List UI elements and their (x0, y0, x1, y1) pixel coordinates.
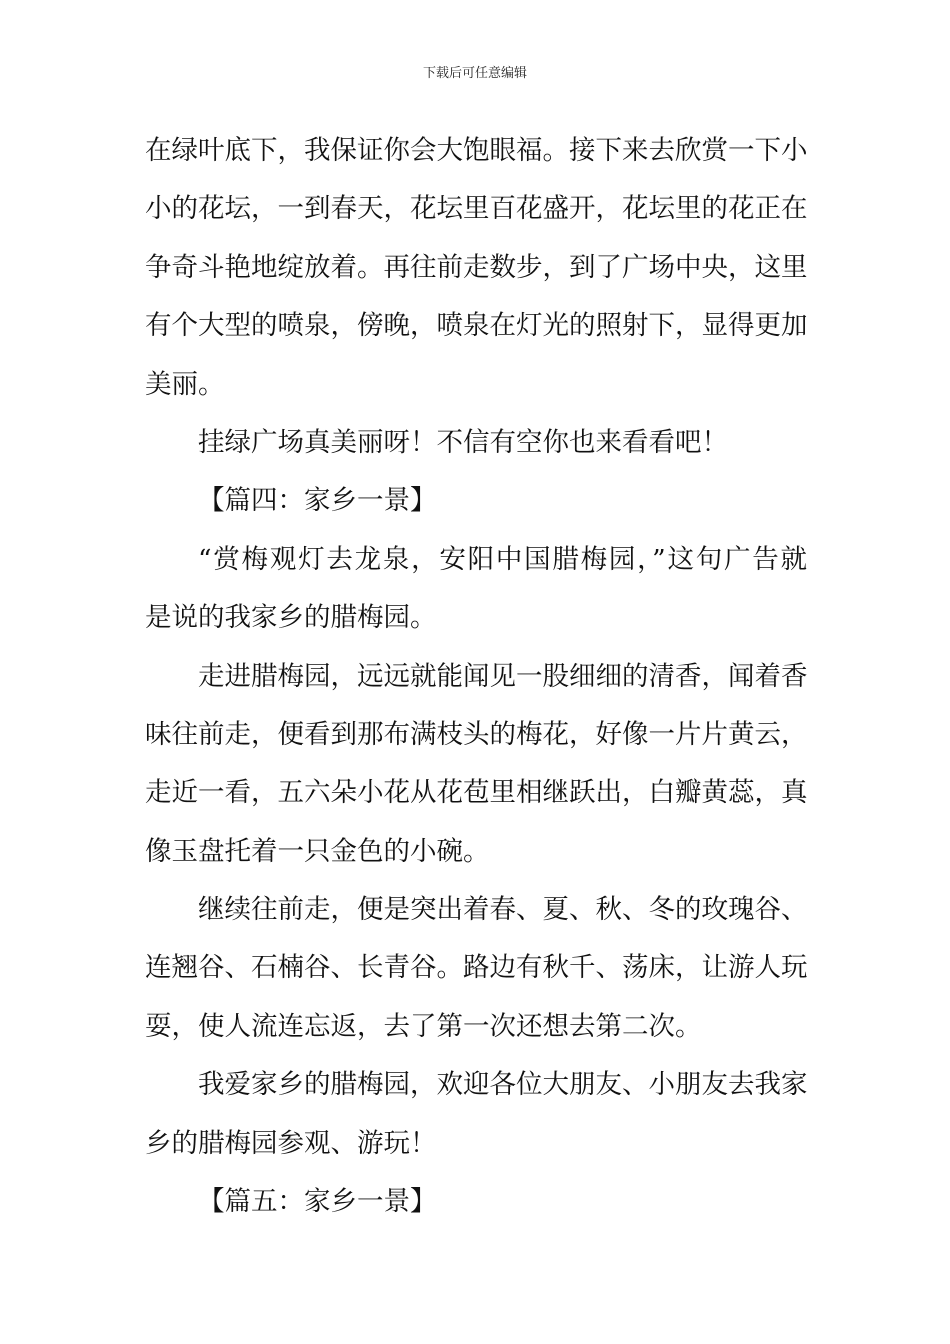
paragraph-line: 美丽。 (145, 368, 225, 400)
paragraph-line: 我爱家乡的腊梅园，欢迎各位大朋友、小朋友去我家 (198, 1069, 807, 1101)
paragraph-line: “赏梅观灯去龙泉，安阳中国腊梅园，”这句广告就 (198, 543, 807, 575)
paragraph-line: 小的花坛，一到春天，花坛里百花盛开，花坛里的花正在 (145, 193, 807, 225)
paragraph-line: 有个大型的喷泉，傍晚，喷泉在灯光的照射下，显得更加 (145, 310, 807, 342)
paragraph-line: 继续往前走，便是突出着春、夏、秋、冬的玫瑰谷、 (198, 894, 807, 926)
section-heading: 【篇五：家乡一景】 (198, 1186, 437, 1218)
page-header: 下载后可任意编辑 (422, 66, 527, 81)
paragraph-line: 在绿叶底下，我保证你会大饱眼福。接下来去欣赏一下小 (145, 135, 807, 166)
paragraph-line: 耍，使人流连忘返，去了第一次还想去第二次。 (145, 1010, 702, 1042)
document-body (145, 122, 807, 1231)
paragraph-line: 走近一看，五六朵小花从花苞里相继跃出，白瓣黄蕊，真 (145, 777, 807, 809)
paragraph-line: 味往前走，便看到那布满枝头的梅花，好像一片片黄云， (145, 718, 807, 750)
section-heading: 【篇四：家乡一景】 (198, 485, 437, 517)
paragraph-line: 是说的我家乡的腊梅园。 (145, 602, 437, 634)
paragraph-line: 像玉盘托着一只金色的小碗。 (145, 835, 490, 867)
paragraph-line: 争奇斗艳地绽放着。再往前走数步，到了广场中央，这里 (145, 251, 807, 283)
paragraph-line: 走进腊梅园，远远就能闻见一股细细的清香，闻着香 (198, 660, 807, 692)
paragraph-line: 挂绿广场真美丽呀！不信有空你也来看看吧！ (198, 426, 728, 458)
paragraph-line: 乡的腊梅园参观、游玩！ (145, 1127, 437, 1159)
paragraph-line: 连翘谷、石楠谷、长青谷。路边有秋千、荡床，让游人玩 (145, 952, 807, 984)
